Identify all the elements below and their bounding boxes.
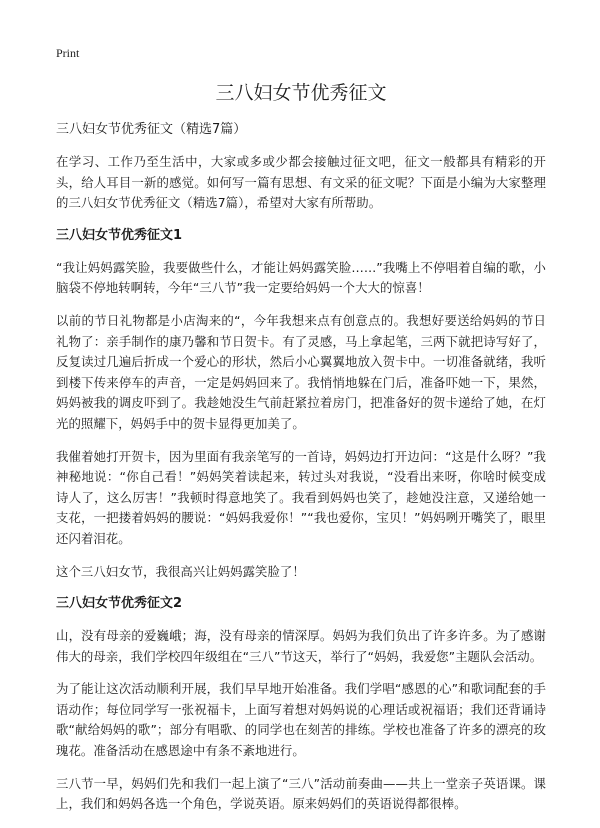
paragraph: 为了能让这次活动顺利开展，我们早早地开始准备。我们学唱“感恩的心”和歌词配套的手语动作；每位同学写一张祝福卡，上面写着想对妈妈说的心理话或祝福语；我们还背诵诗歌“献给妈妈的歌”；部分有唱歌、的同学也在刻苦的排练。学校也准备了许多的漂亮的玫瑰花。准备活动在感恩途中有条不紊地进行。 <box>56 681 546 759</box>
section-heading: 三八妇女节优秀征文2 <box>56 596 183 612</box>
essay-section-1 <box>56 226 546 582</box>
paragraph: 这个三八妇女节，我很高兴让妈妈露笑脸了！ <box>56 563 305 579</box>
paragraph: 山，没有母亲的爱巍峨；海，没有母亲的情深厚。妈妈为我们负出了许多许多。为了感谢伟大的母亲，我们学校四年级组在“三八”节这天，举行了“妈妈，我爱您”主题队会活动。 <box>56 628 546 664</box>
paragraph: 三八节一早，妈妈们先和我们一起上演了“三八”活动前奏曲——共上一堂亲子英语课。课上，我们和妈妈各选一个角色，学说英语。原来妈妈们的英语说得都很棒。 <box>56 775 546 812</box>
paragraph: 以前的节日礼物都是小店淘来的“，今年我想来点有创意点的。我想好要送给妈妈的节日礼物了：亲手制作的康乃馨和节日贺卡。有了灵感，马上拿起笔，三两下就把诗写好了，反复读过几遍后折成一个爱心的形状，然后小心翼翼地放入贺卡中。一切准备就绪，我听到楼下传来停车的声音，一定是妈妈回来了。我悄悄地躲在门后，准备吓她一下，果然，妈妈被我的调皮吓到了。我趁她没生气前赶紧拉着房门，把准备好的贺卡递给了她，在灯光的照耀下，妈妈手中的贺卡显得更加美了。 <box>56 312 546 431</box>
paragraph: “我让妈妈露笑脸，我要做些什么，才能让妈妈露笑脸……”我嘴上不停唱着自编的歌，小脑袋不停地转啊转，今年“三八节”我一定要给妈妈一个大大的惊喜！ <box>56 259 546 296</box>
intro-paragraph: 在学习、工作乃至生活中，大家或多或少都会接触过征文吧，征文一般都具有精彩的开头，给人耳目一新的感觉。如何写一篇有思想、有文采的征文呢？下面是小编为大家整理的三八妇女节优秀征文（精选7篇），希望对大家有所帮助。 <box>56 154 546 211</box>
document-body <box>56 80 546 827</box>
section-heading: 三八妇女节优秀征文1 <box>56 227 183 243</box>
page-title: 三八妇女节优秀征文 <box>215 82 387 104</box>
essay-section-2 <box>56 594 546 815</box>
subtitle: 三八妇女节优秀征文（精选7篇） <box>56 122 247 137</box>
print-link[interactable]: Print <box>56 46 80 60</box>
paragraph: 我催着她打开贺卡，因为里面有我亲笔写的一首诗，妈妈边打开边问：“这是什么呀？”我神秘地说：“你自己看！”妈妈笑着读起来，转过头对我说，“没看出来呀，你啥时候变成诗人了，这么厉害！”我顿时得意地笑了。我看到妈妈也笑了，趁她没注意，又递给她一支花，一把搂着妈妈的腰说：“妈妈我爱你！”“我也爱你，宝贝！”妈妈咧开嘴笑了，眼里还闪着泪花。 <box>56 448 546 546</box>
